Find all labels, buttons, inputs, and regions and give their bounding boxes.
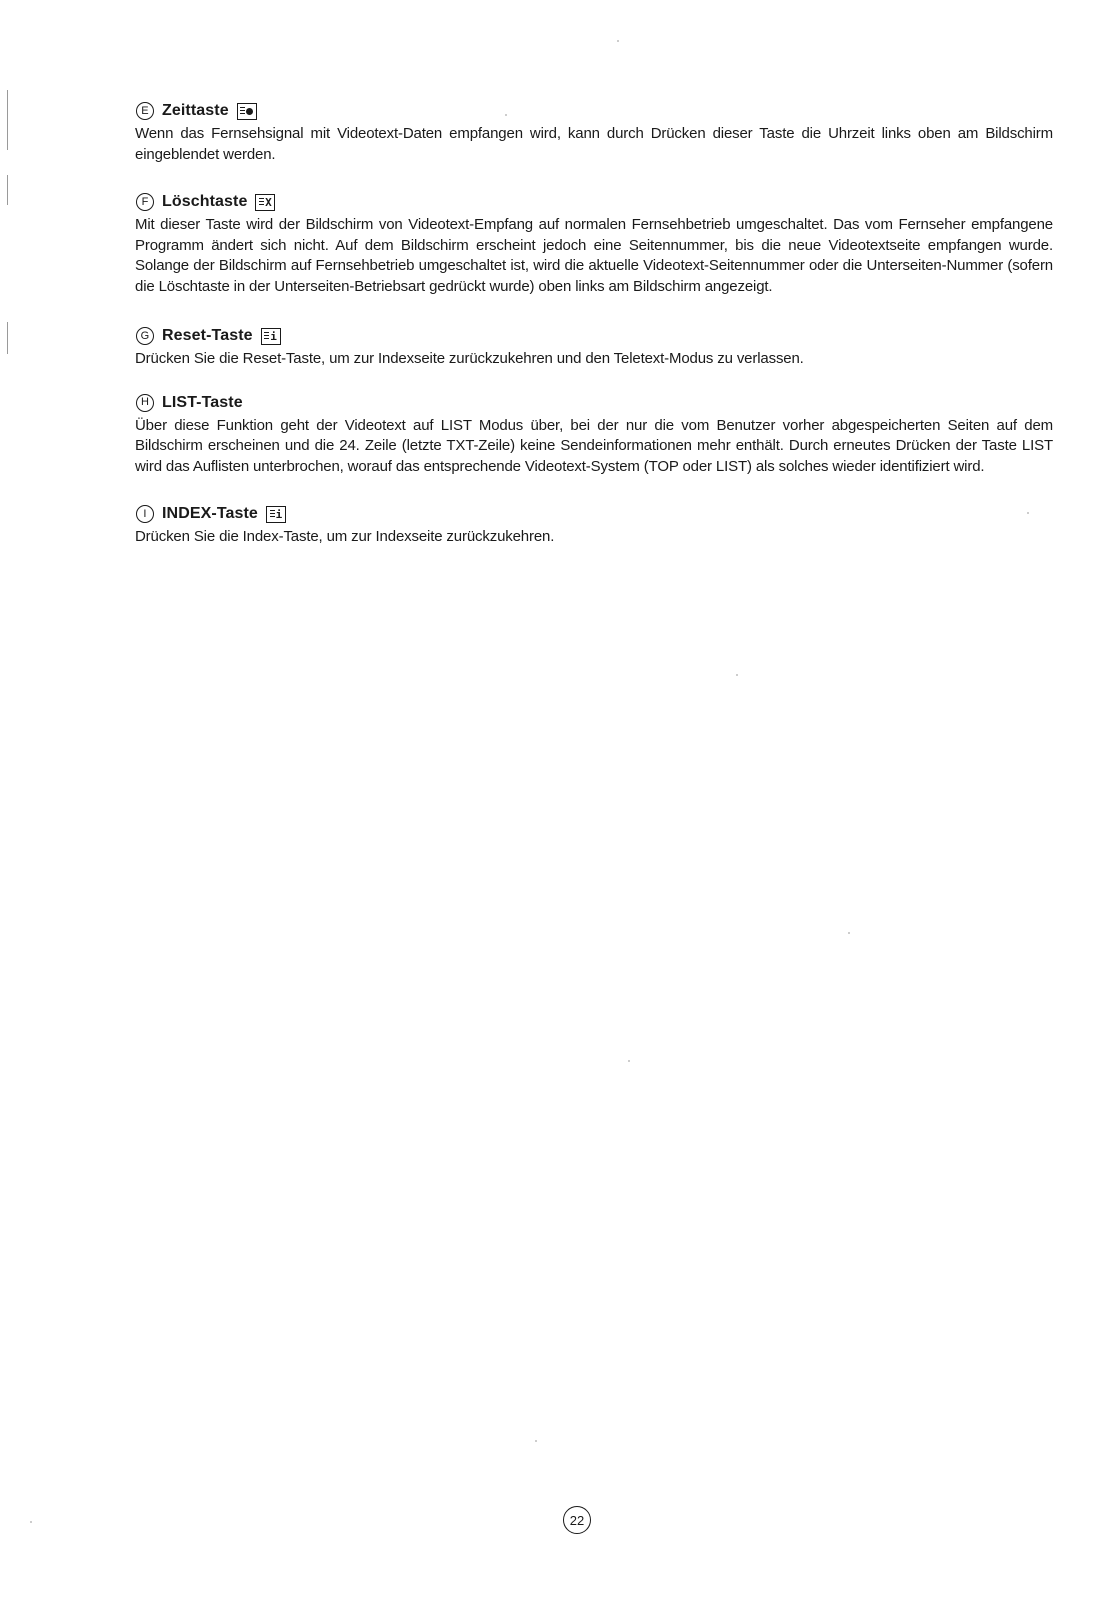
binding-mark	[7, 90, 8, 150]
section-letter: I	[136, 505, 154, 523]
binding-mark	[7, 175, 8, 205]
section-letter: E	[136, 102, 154, 120]
section-text: Drücken Sie die Reset-Taste, um zur Indexseite zurückzukehren und den Teletext-Modus zu verlassen.	[135, 350, 804, 367]
section-text: Mit dieser Taste wird der Bildschirm von Videotext-Empfang auf normalen Fernsehbetrieb umgeschaltet. Das vom Fernseher empfangene Programm ändert sich nicht. Auf dem Bildschirm erscheint jedoch eine Seitennummer, bis die neue Videotextseite empfangen wurde. Solange der Bildschirm auf Fernsehbetrieb umgeschaltet ist, wird die aktuelle Videotext-Seitennummer oder die Unterseiten-Nummer (sofern die Löschtaste in der Unterseiten-Betriebsart gedrückt wurde) oben links am Bildschirm angezeigt.	[135, 216, 1053, 295]
section-text: Drücken Sie die Index-Taste, um zur Indexseite zurückzukehren.	[135, 528, 555, 545]
section-title: LIST-Taste	[162, 393, 243, 411]
section-heading	[136, 501, 1053, 527]
section-heading	[136, 390, 1053, 416]
clock-key-icon	[237, 103, 257, 120]
scan-speck	[30, 1521, 32, 1523]
reset-key-icon: i	[261, 328, 281, 345]
section-reset-taste	[135, 323, 1053, 370]
section-text: Über diese Funktion geht der Videotext auf LIST Modus über, bei der nur die vom Benutzer vorher abgespeicherten Seiten auf dem Bildschirm erscheinen und die 24. Zeile (letzte TXT-Zeile) keine Sendeinformationen mehr enthält. Durch erneutes Drücken der Taste LIST wird das Auflisten unterbrochen, worauf das entsprechende Videotext-System (TOP oder LIST) als solches wieder identifiziert wird.	[135, 416, 1053, 475]
content-area	[135, 98, 1053, 570]
cancel-key-icon: X	[255, 194, 275, 211]
section-heading	[136, 98, 1053, 124]
binding-mark	[7, 322, 8, 354]
section-title: INDEX-Taste	[162, 505, 258, 522]
section-title: Reset-Taste	[162, 327, 253, 344]
scan-speck	[617, 40, 619, 42]
page-number: 22	[563, 1506, 591, 1534]
section-list-taste	[135, 390, 1053, 478]
section-title: Löschtaste	[162, 193, 248, 210]
section-heading	[136, 189, 1053, 215]
section-index-taste	[135, 501, 1053, 548]
section-letter: H	[136, 394, 154, 412]
scan-speck	[628, 1060, 630, 1062]
section-text: Wenn das Fernsehsignal mit Videotext-Daten empfangen wird, kann durch Drücken dieser Taste die Uhrzeit links oben am Bildschirm eingeblendet werden.	[135, 125, 1053, 163]
scan-speck	[736, 674, 738, 676]
section-title: Zeittaste	[162, 102, 229, 119]
section-heading	[136, 323, 1053, 349]
section-letter: G	[136, 327, 154, 345]
section-loeschtaste	[135, 189, 1053, 297]
scan-speck	[848, 932, 850, 934]
index-key-icon: i	[266, 506, 286, 523]
section-letter: F	[136, 193, 154, 211]
section-zeittaste	[135, 98, 1053, 165]
scan-speck	[535, 1440, 537, 1442]
